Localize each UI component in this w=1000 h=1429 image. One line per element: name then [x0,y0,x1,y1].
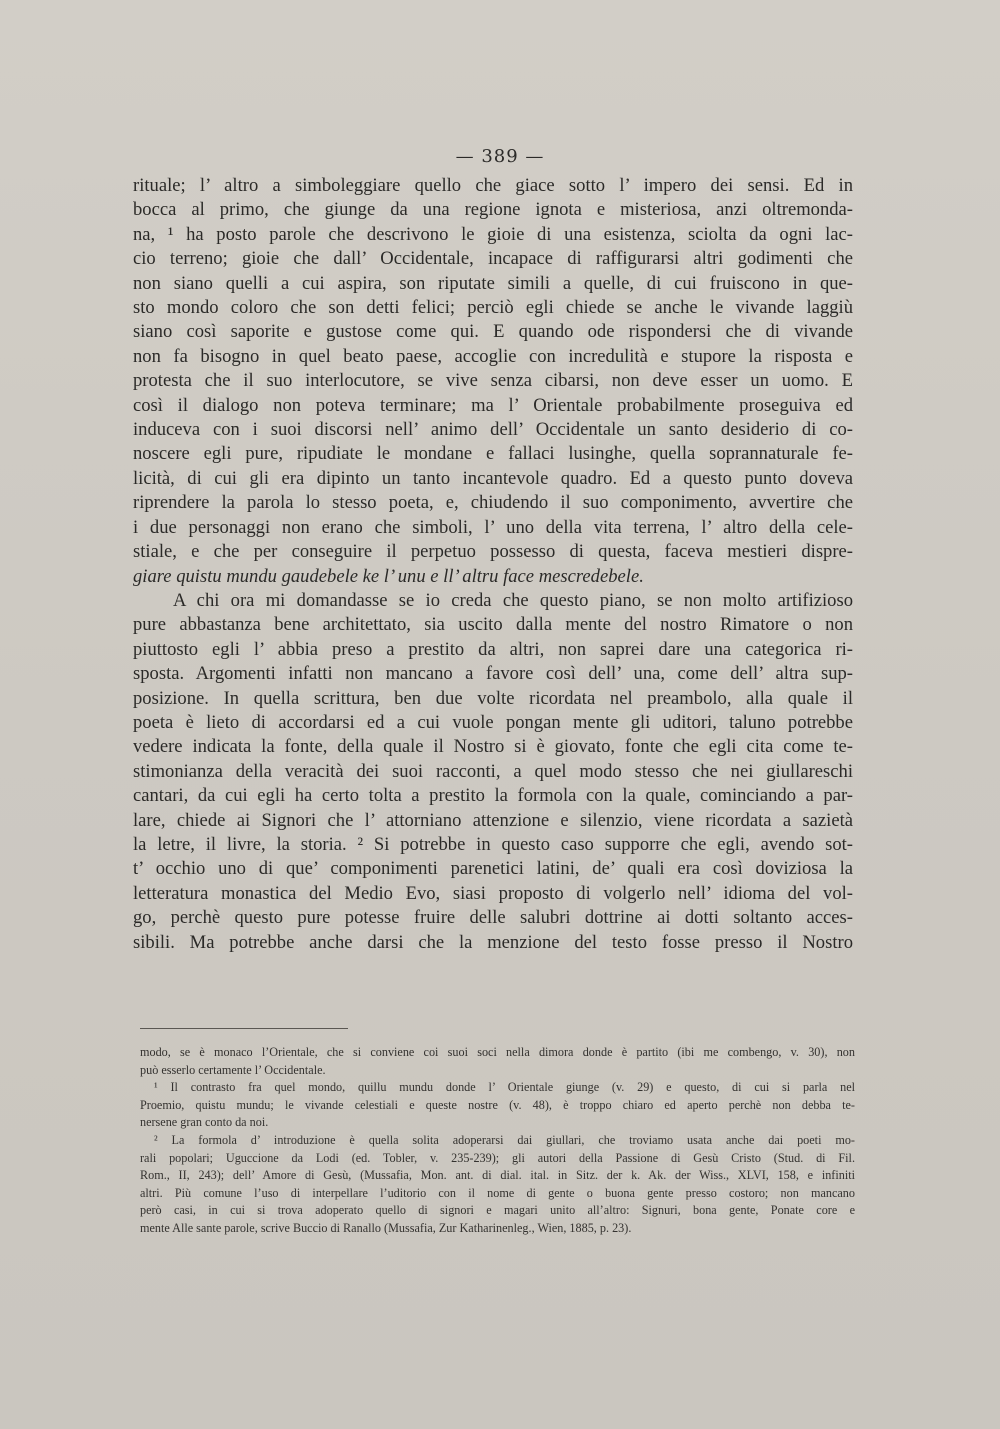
body-line: non fa bisogno in quel beato paese, accoglie con incredulità e stupore la risposta e [133,345,853,367]
footnote-divider [140,1028,348,1029]
body-line: go, perchè questo pure potesse fruire delle salubri dottrine ai dotti soltanto acces- [133,907,853,929]
body-line: poeta è lieto di accordarsi ed a cui vuole pongan mente gli uditori, taluno potrebbe [133,711,853,733]
body-line: letteratura monastica del Medio Evo, siasi proposto di volgerlo nell’ idioma del vol- [133,882,853,904]
body-line: piuttosto egli l’ abbia preso a prestito da altri, non saprei dare una categorica ri- [133,638,853,660]
body-line: i due personaggi non erano che simboli, l’ uno della vita terrena, l’ altro della cele- [133,516,853,538]
body-line: na, ¹ ha posto parole che descrivono le gioie di una esistenza, sciolta da ogni lac- [133,223,853,245]
body-line: la letre, il livre, la storia. ² Si potrebbe in questo caso supporre che egli, avendo sot- [133,833,853,855]
body-line: sibili. Ma potrebbe anche darsi che la menzione del testo fosse presso il Nostro [133,931,853,953]
footnote-line: Rom., II, 243); dell’ Amore di Gesù, (Mussafia, Mon. ant. di dial. ital. in Sitz. der k. Ak. der Wiss., XLVI, 158, e infiniti [140,1168,855,1183]
body-line: lare, chiede ai Signori che l’ attorniano attenzione e silenzio, viene ricordata a sazietà [133,809,853,831]
body-line: vedere indicata la fonte, della quale il Nostro si è giovato, fonte che egli cita come te- [133,736,853,758]
body-line: così il dialogo non poteva terminare; ma l’ Orientale probabilmente proseguiva ed [133,394,853,416]
body-line: sto mondo coloro che son detti felici; perciò egli chiede se anche le vivande laggiù [133,297,853,319]
footnote-line: nersene gran conto da noi. [140,1115,269,1130]
body-line: protesta che il suo interlocutore, se vive senza cibarsi, non deve esser un uomo. E [133,370,853,392]
footnotes [140,1044,855,1238]
body-line: sposta. Argomenti infatti non mancano a favore così dell’ una, come dell’ altra sup- [133,663,853,685]
body-line: siano così saporite e gustose come qui. E quando ode rispondersi che di vivande [133,321,853,343]
body-line: rituale; l’ altro a simboleggiare quello che giace sotto l’ impero dei sensi. Ed in [133,175,853,196]
footnote-line: modo, se è monaco l’Orientale, che si conviene coi suoi soci nella dimora donde è partito (ibi me combengo, v. 30), non [140,1045,855,1059]
footnote-line: altri. Più comune l’uso di interpellare l’uditorio con il nome di gente o buona gente presso costoro; non mancano [140,1185,855,1200]
footnote-line: può esserlo certamente l’ Occidentale. [140,1062,326,1077]
body-line: non siano quelli a cui aspira, son riputate simili a quelle, di cui fruiscono in que- [133,272,853,294]
footnote-line: mente Alle sante parole, scrive Buccio di Ranallo (Mussafia, Zur Katharinenleg., Wien, 1885, p. 23). [140,1220,632,1235]
body-line: cio terreno; gioie che dall’ Occidentale, incapace di raffigurarsi altri godimenti che [133,248,853,270]
body-line: giare quistu mundu gaudebele ke l’ unu e ll’ altru face mescredebele. [133,565,644,587]
body-line: stimonianza della veracità dei suoi racconti, a quel modo stesso che nei giullareschi [133,760,853,782]
footnote-line: ² La formola d’ introduzione è quella solita adoperarsi dai giullari, che troviamo usata anche dai poeti mo- [154,1132,855,1147]
body-line: A chi ora mi domandasse se io creda che questo piano, se non molto artifizioso [173,589,853,611]
body-line: riprendere la parola lo stesso poeta, e, chiudendo il suo componimento, avvertire che [133,492,853,514]
body-line: posizione. In quella scrittura, ben due volte ricordata nel preambolo, alla quale il [133,687,853,709]
footnote-line: ¹ Il contrasto fra quel mondo, quillu mundu donde l’ Orientale giunge (v. 29) e questo, di cui si parla nel [154,1080,855,1095]
body-line: bocca al primo, che giunge da una regione ignota e misteriosa, anzi oltremonda- [133,199,853,221]
body-line: induceva con i suoi discorsi nell’ animo dell’ Occidentale un santo desiderio di co- [133,419,853,441]
body-line: t’ occhio uno di que’ componimenti parenetici latini, de’ quali era così doviziosa la [133,858,853,880]
body-line: stiale, e che per conseguire il perpetuo possesso di questa, faceva mestieri dispre- [133,541,853,563]
body-line: noscere egli pure, ripudiate le mondane e fallaci lusinghe, quella soprannaturale fe- [133,443,853,465]
footnote-line: Proemio, quistu mundu; le vivande celestiali e queste nostre (v. 48), è troppo chiaro ed aperto perchè non debba te- [140,1097,855,1112]
footnote-line: rali popolari; Uguccione da Lodi (ed. Tobler, v. 235-239); gli autori della Passione di Gesù Cristo (Stud. di Fil. [140,1150,855,1165]
body-line: pure abbastanza bene architettato, sia uscito dalla mente del nostro Rimatore o non [133,614,853,636]
body-text [133,174,853,955]
body-line: licità, di cui gli era dipinto un tanto incantevole quadro. Ed a questo punto doveva [133,467,853,489]
footnote-line: però casi, in cui si trova adoperato quello di signori e magari unito all’altro: Signuri, bona gente, Ponate core e [140,1203,855,1218]
page-number: — 389 — [455,146,545,167]
body-line: cantari, da cui egli ha certo tolta a prestito la formola con la quale, cominciando a par- [133,785,853,807]
